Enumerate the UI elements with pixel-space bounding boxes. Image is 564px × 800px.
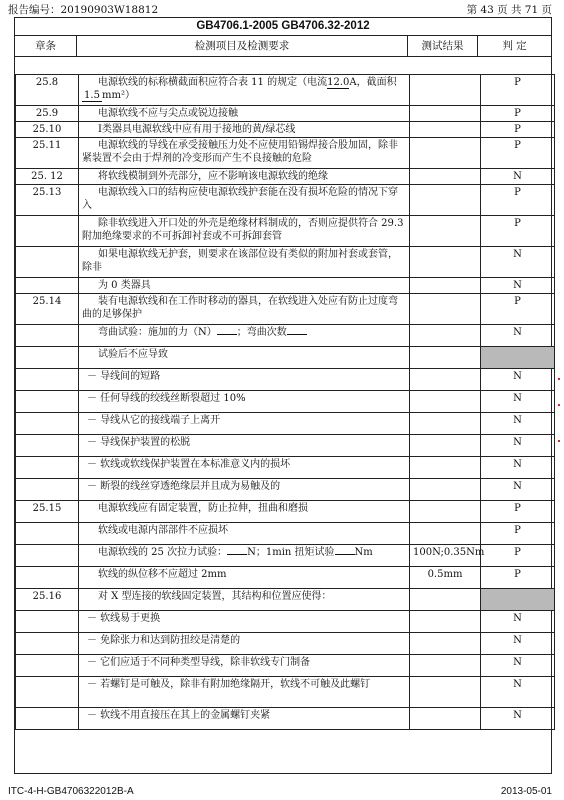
verdict-cell: N — [481, 247, 555, 278]
requirement-cell: － 导线保护装置的松脱 — [79, 435, 410, 457]
requirement-cell: － 它们应适于不同种类型导线，除非软线专门制备 — [79, 655, 410, 677]
clause-cell — [16, 216, 79, 247]
clause-cell — [16, 457, 79, 479]
table-row — [16, 106, 555, 122]
requirement-cell: 电源软线入口的结构应使电源软线护套能在没有损坏危险的情况下穿入 — [79, 185, 410, 216]
result-cell — [410, 479, 481, 501]
form-date: 2013-05-01 — [500, 786, 552, 797]
clause-cell — [16, 247, 79, 278]
requirement-cell: 电源软线应有固定装置，防止拉伸，扭曲和磨损 — [79, 501, 410, 523]
result-cell — [410, 138, 481, 169]
clause-cell — [16, 369, 79, 391]
table-row — [16, 589, 555, 611]
requirement-cell: 软线或电源内部部件不应损坏 — [79, 523, 410, 545]
result-cell — [410, 278, 481, 294]
verdict-cell: P — [481, 294, 555, 325]
result-cell — [410, 611, 481, 633]
verdict-cell: N — [481, 391, 555, 413]
margin-mark — [558, 404, 560, 406]
result-cell — [410, 75, 481, 106]
blank-value — [217, 334, 237, 335]
verdict-cell: N — [481, 325, 555, 347]
table-row — [16, 479, 555, 501]
result-cell — [410, 369, 481, 391]
requirement-text: N；1min 扭矩试验 — [247, 547, 335, 558]
requirement-cell: － 软线或软线保护装置在本标准意义内的损坏 — [79, 457, 410, 479]
verdict-cell — [481, 589, 555, 611]
requirement-text: 电源软线的标称横截面积应符合表 11 的规定（电流 — [98, 77, 328, 88]
requirement-cell: 为 0 类器具 — [79, 278, 410, 294]
requirement-cell: － 软线易于更换 — [79, 611, 410, 633]
table-row — [16, 567, 555, 589]
requirement-cell: 装有电源软线和在工作时移动的器具，在软线进入处应有防止过度弯曲的足够保护 — [79, 294, 410, 325]
column-header-verdict: 判 定 — [478, 36, 551, 57]
clause-cell — [16, 545, 79, 567]
blank-value — [335, 554, 355, 555]
clause-cell: 25.15 — [16, 501, 79, 523]
result-cell — [410, 655, 481, 677]
clause-cell: 25.8 — [16, 75, 79, 106]
requirement-text: mm²） — [102, 90, 135, 101]
verdict-cell: P — [481, 185, 555, 216]
report-table-frame — [14, 17, 552, 774]
table-row — [16, 457, 555, 479]
verdict-cell: P — [481, 216, 555, 247]
clause-cell: 25.16 — [16, 589, 79, 611]
verdict-cell: N — [481, 479, 555, 501]
verdict-cell: P — [481, 523, 555, 545]
result-cell — [410, 247, 481, 278]
column-header-result: 测试结果 — [408, 36, 478, 57]
clause-cell — [16, 677, 79, 708]
table-row — [16, 501, 555, 523]
verdict-cell: N — [481, 677, 555, 708]
table-row — [16, 247, 555, 278]
verdict-cell: P — [481, 138, 555, 169]
requirement-cell: 电源软线的导线在承受接触压力处不应使用铅锡焊接合股加固，除非紧装置不会由于焊剂的冷变形而产生不良接触的危险 — [79, 138, 410, 169]
blank-value — [227, 554, 247, 555]
result-cell — [410, 325, 481, 347]
requirement-cell — [79, 545, 410, 567]
result-cell — [410, 457, 481, 479]
table-row — [16, 185, 555, 216]
requirement-text: A，截面积 — [349, 77, 397, 88]
margin-mark — [558, 440, 560, 442]
result-cell — [410, 347, 481, 369]
table-row — [16, 611, 555, 633]
clause-cell — [16, 413, 79, 435]
table-row — [16, 216, 555, 247]
blank-value: 1.5 — [82, 90, 102, 102]
requirement-cell: － 免除张力和达到防扭绞是清楚的 — [79, 633, 410, 655]
clause-cell — [16, 708, 79, 730]
table-row — [16, 75, 555, 106]
result-cell — [410, 501, 481, 523]
requirement-cell: 电源软线不应与尖点或锐边接触 — [79, 106, 410, 122]
requirement-cell: － 任何导线的绞线丝断裂超过 10% — [79, 391, 410, 413]
requirement-cell: 对 X 型连接的软线固定装置，其结构和位置应使得： — [79, 589, 410, 611]
clause-cell — [16, 567, 79, 589]
table-row — [16, 169, 555, 185]
table-row — [16, 633, 555, 655]
column-header-requirement: 检测项目及检测要求 — [77, 36, 408, 57]
result-cell — [410, 523, 481, 545]
clause-cell: 25.10 — [16, 122, 79, 138]
clause-cell: 25.14 — [16, 294, 79, 325]
table-row — [16, 347, 555, 369]
table-row — [16, 278, 555, 294]
verdict-cell: N — [481, 278, 555, 294]
requirement-cell: 除非软线进入开口处的外壳是绝缘材料制成的，否则应提供符合 29.3 附加绝缘要求的不可拆卸衬套或不可拆卸套管 — [79, 216, 410, 247]
clause-cell — [16, 633, 79, 655]
verdict-cell: P — [481, 106, 555, 122]
table-row — [16, 523, 555, 545]
margin-mark — [558, 378, 560, 380]
result-cell — [410, 589, 481, 611]
clause-cell — [16, 655, 79, 677]
requirement-cell: － 导线间的短路 — [79, 369, 410, 391]
result-cell — [410, 185, 481, 216]
page-number: 第 43 页 共 71 页 — [466, 4, 552, 16]
requirement-cell: 将软线模制到外壳部分，应不影响该电源软线的绝缘 — [79, 169, 410, 185]
table-row — [16, 122, 555, 138]
requirement-text: 弯曲试验：施加的力（N） — [98, 327, 217, 338]
table-row — [16, 369, 555, 391]
requirements-table — [15, 74, 555, 730]
requirement-text: ；弯曲次数 — [236, 327, 287, 338]
verdict-cell: N — [481, 435, 555, 457]
verdict-cell: P — [481, 122, 555, 138]
requirement-cell: Ⅰ类器具电源软线中应有用于接地的黄/绿芯线 — [79, 122, 410, 138]
verdict-cell: P — [481, 75, 555, 106]
result-cell — [410, 391, 481, 413]
result-cell — [410, 435, 481, 457]
result-cell — [410, 294, 481, 325]
result-cell — [410, 106, 481, 122]
column-header-clause: 章条 — [15, 36, 77, 57]
standards-title: GB4706.1-2005 GB4706.32-2012 — [15, 18, 551, 36]
requirement-cell: 试验后不应导致 — [79, 347, 410, 369]
verdict-cell: P — [481, 567, 555, 589]
verdict-cell: N — [481, 708, 555, 730]
blank-value — [287, 334, 307, 335]
result-cell — [410, 413, 481, 435]
result-cell: 0.5mm — [410, 567, 481, 589]
clause-cell — [16, 611, 79, 633]
requirement-cell: 软线的纵位移不应超过 2mm — [79, 567, 410, 589]
requirement-cell: － 软线不用直接压在其上的金属螺钉夹紧 — [79, 708, 410, 730]
verdict-cell: P — [481, 545, 555, 567]
table-row — [16, 413, 555, 435]
clause-cell: 25.11 — [16, 138, 79, 169]
verdict-cell: N — [481, 633, 555, 655]
clause-cell — [16, 347, 79, 369]
table-row — [16, 138, 555, 169]
result-cell — [410, 122, 481, 138]
table-row — [16, 294, 555, 325]
table-row — [16, 435, 555, 457]
verdict-cell: N — [481, 655, 555, 677]
blank-value: 12.0 — [327, 77, 350, 88]
clause-cell: 25.13 — [16, 185, 79, 216]
form-number: ITC-4-H-GB4706322012B-A — [8, 786, 134, 797]
requirement-cell: － 导线从它的接线端子上离开 — [79, 413, 410, 435]
requirement-cell: 如果电源软线无护套，则要求在该部位设有类似的附加衬套或套管，除非 — [79, 247, 410, 278]
verdict-cell: N — [481, 611, 555, 633]
verdict-cell: N — [481, 369, 555, 391]
clause-cell — [16, 391, 79, 413]
result-cell — [410, 216, 481, 247]
clause-cell — [16, 435, 79, 457]
result-cell — [410, 677, 481, 708]
table-row — [16, 708, 555, 730]
table-row — [16, 655, 555, 677]
result-cell — [410, 708, 481, 730]
verdict-cell: N — [481, 413, 555, 435]
clause-cell — [16, 325, 79, 347]
clause-cell: 25. 12 — [16, 169, 79, 185]
table-row — [16, 325, 555, 347]
requirement-text: 电源软线的 25 次拉力试验： — [98, 547, 228, 558]
requirement-cell — [79, 325, 410, 347]
requirement-cell: － 若螺钉是可触及，除非有附加绝缘隔开，软线不可触及此螺钉 — [79, 677, 410, 708]
result-cell — [410, 633, 481, 655]
table-row — [16, 545, 555, 567]
verdict-cell: N — [481, 169, 555, 185]
requirement-cell — [79, 75, 410, 106]
report-number: 报告编号：20190903W18812 — [8, 4, 159, 16]
result-cell — [410, 169, 481, 185]
result-cell: 100N;0.35Nm — [410, 545, 481, 567]
verdict-cell: P — [481, 501, 555, 523]
verdict-cell — [481, 347, 555, 369]
verdict-cell: N — [481, 457, 555, 479]
requirement-text: Nm — [354, 547, 373, 558]
table-row — [16, 677, 555, 708]
clause-cell — [16, 523, 79, 545]
requirement-cell: － 断裂的线丝穿透绝缘层并且成为易触及的 — [79, 479, 410, 501]
clause-cell — [16, 479, 79, 501]
clause-cell — [16, 278, 79, 294]
table-row — [16, 391, 555, 413]
clause-cell: 25.9 — [16, 106, 79, 122]
